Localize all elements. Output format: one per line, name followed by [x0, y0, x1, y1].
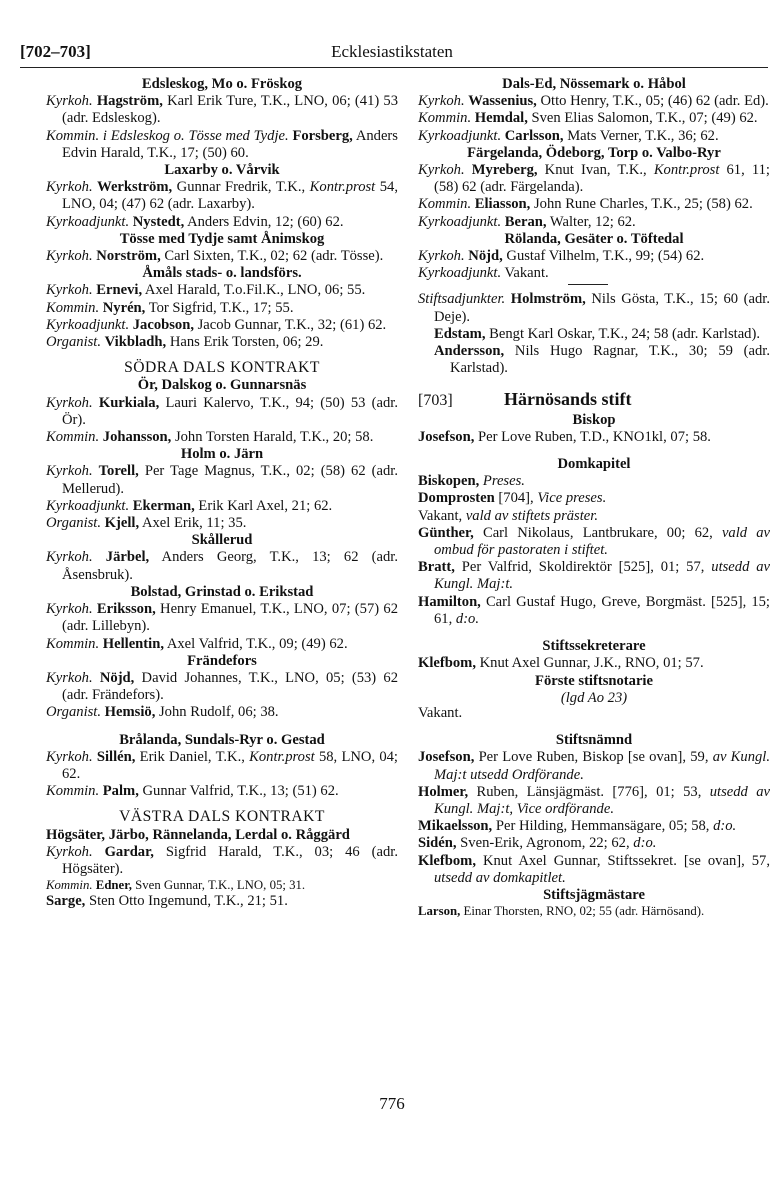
parish-heading: Brålanda, Sundals-Ryr o. Gestad	[119, 731, 325, 748]
entry: Kommin. Hellentin, Axel Valfrid, T.K., 09; (49) 62.	[46, 635, 348, 652]
entry: Kyrkoh. Torell, Per Tage Magnus, T.K., 02; (58) 62 (adr. Mellerud).	[46, 463, 398, 497]
section-heading: VÄSTRA DALS KONTRAKT	[119, 808, 325, 826]
entry: Stiftsadjunkter. Holmström, Nils Gösta, T.K., 15; 60 (adr. Deje).	[418, 291, 770, 325]
entry: Vakant, vald av stiftets präster.	[418, 507, 598, 524]
left-column	[46, 76, 398, 910]
entry: Kommin. Palm, Gunnar Valfrid, T.K., 13; (51) 62.	[46, 783, 339, 800]
entry: Kyrkoadjunkt. Jacobson, Jacob Gunnar, T.K., 32; (61) 62.	[46, 316, 387, 333]
entry: Hamilton, Carl Gustaf Hugo, Greve, Borgmäst. [525], 15; 61, d:o.	[418, 593, 770, 627]
entry: Andersson, Nils Hugo Ragnar, T.K., 30; 59 (adr. Karlstad).	[434, 343, 770, 377]
right-column	[418, 76, 770, 919]
entry: Kyrkoadjunkt. Ekerman, Erik Karl Axel, 21; 62.	[46, 497, 333, 514]
office-heading: Stiftsjägmästare	[543, 886, 645, 903]
entry: Vakant.	[418, 704, 463, 721]
parish-heading: Åmåls stads- o. landsförs.	[142, 265, 302, 282]
entry: Kommin. Nyrén, Tor Sigfrid, T.K., 17; 55.	[46, 299, 294, 316]
entry: Kyrkoh. Wassenius, Otto Henry, T.K., 05; (46) 62 (adr. Ed).	[418, 93, 769, 110]
entry: Bratt, Per Valfrid, Skoldirektör [525], 01; 57, utsedd av Kungl. Maj:t.	[418, 559, 771, 593]
page-range: [702–703]	[20, 42, 91, 61]
office-heading: Stiftssekreterare	[542, 638, 646, 655]
page-number: 776	[379, 1094, 405, 1113]
entry: Klefbom, Knut Axel Gunnar, J.K., RNO, 01; 57.	[418, 655, 704, 672]
office-heading: Domkapitel	[557, 456, 631, 473]
entry: Mikaelsson, Per Hilding, Hemmansägare, 05; 58, d:o.	[418, 818, 737, 835]
office-heading: Stiftsnämnd	[555, 732, 633, 749]
entry: Kyrkoadjunkt. Beran, Walter, 12; 62.	[418, 213, 636, 230]
entry: Kyrkoh. Hagström, Karl Erik Ture, T.K., LNO, 06; (41) 53 (adr. Edsleskog).	[46, 93, 398, 127]
entry: Kyrkoadjunkt. Carlsson, Mats Verner, T.K., 36; 62.	[418, 127, 719, 144]
parish-heading: Tösse med Tydje samt Ånimskog	[119, 230, 325, 247]
entry: Sidén, Sven-Erik, Agronom, 22; 62, d:o.	[418, 835, 657, 852]
office-subheading: (lgd Ao 23)	[560, 689, 628, 706]
entry: Sarge, Sten Otto Ingemund, T.K., 21; 51.	[46, 893, 288, 910]
entry: Kyrkoh. Kurkiala, Lauri Kalervo, T.K., 94; (50) 53 (adr. Ör).	[46, 394, 398, 428]
entry: Kyrkoadjunkt. Vakant.	[418, 265, 549, 282]
office-heading: Biskop	[572, 411, 616, 428]
entry: Organist. Vikbladh, Hans Erik Torsten, 06; 29.	[46, 334, 324, 351]
entry: Kyrkoh. Ernevi, Axel Harald, T.o.Fil.K., LNO, 06; 55.	[46, 282, 366, 299]
entry: Kyrkoh. Sillén, Erik Daniel, T.K., Kontr.prost 58, LNO, 04; 62.	[46, 748, 398, 782]
section-heading: SÖDRA DALS KONTRAKT	[124, 359, 320, 377]
running-title: Ecklesiastikstaten	[331, 42, 453, 61]
entry: Kyrkoh. Gardar, Sigfrid Harald, T.K., 03; 46 (adr. Högsäter).	[46, 843, 398, 877]
entry: Kyrkoh. Järbel, Anders Georg, T.K., 13; 62 (adr. Åsensbruk).	[46, 549, 398, 583]
stift-heading	[418, 391, 770, 409]
parish-heading: Frändefors	[187, 652, 257, 669]
stift-number: [703]	[418, 392, 453, 410]
entry: Kyrkoh. Eriksson, Henry Emanuel, T.K., LNO, 07; (57) 62 (adr. Lillebyn).	[46, 601, 398, 635]
office-heading: Förste stiftsnotarie	[535, 672, 653, 689]
entry: Domprosten [704], Vice preses.	[418, 490, 607, 507]
entry: Kommin. Edner, Sven Gunnar, T.K., LNO, 05; 31.	[46, 878, 306, 893]
entry: Kommin. Johansson, John Torsten Harald, T.K., 20; 58.	[46, 429, 374, 446]
parish-heading: Holm o. Järn	[180, 446, 264, 463]
stift-title: Härnösands stift	[504, 389, 632, 410]
entry: Kommin. i Edsleskog o. Tösse med Tydje. Forsberg, Anders Edvin Harald, T.K., 17; (50) 60.	[46, 127, 398, 161]
parish-heading: Färgelanda, Ödeborg, Torp o. Valbo-Ryr	[467, 144, 721, 161]
entry: Kommin. Eliasson, John Rune Charles, T.K., 25; (58) 62.	[418, 196, 753, 213]
section-rule	[568, 284, 608, 285]
entry: Biskopen, Preses.	[418, 473, 525, 490]
entry: Kyrkoadjunkt. Nystedt, Anders Edvin, 12; (60) 62.	[46, 213, 344, 230]
entry: Holmer, Ruben, Länsjägmäst. [776], 01; 53, utsedd av Kungl. Maj:t, Vice ordförande.	[418, 783, 770, 817]
entry: Kyrkoh. Norström, Carl Sixten, T.K., 02; 62 (adr. Tösse).	[46, 248, 384, 265]
parish-heading: Högsäter, Järbo, Rännelanda, Lerdal o. Råggärd	[46, 826, 350, 843]
entry: Klefbom, Knut Axel Gunnar, Stiftssekret. [se ovan], 57, utsedd av domkapitlet.	[418, 852, 770, 886]
entry: Organist. Kjell, Axel Erik, 11; 35.	[46, 515, 247, 532]
entry: Günther, Carl Nikolaus, Lantbrukare, 00; 62, vald av ombud för pastoraten i stiftet.	[418, 524, 770, 559]
header-rule	[20, 67, 768, 68]
parish-heading: Dals-Ed, Nössemark o. Håbol	[502, 76, 686, 92]
entry: Josefson, Per Love Ruben, T.D., KNO1kl, 07; 58.	[418, 428, 711, 445]
parish-heading: Laxarby o. Vårvik	[164, 162, 280, 179]
entry: Kommin. Hemdal, Sven Elias Salomon, T.K., 07; (49) 62.	[418, 110, 758, 127]
entry: Larson, Einar Thorsten, RNO, 02; 55 (adr. Härnösand).	[418, 904, 705, 919]
parish-heading: Rölanda, Gesäter o. Töftedal	[504, 230, 684, 247]
entry: Organist. Hemsiö, John Rudolf, 06; 38.	[46, 704, 279, 721]
entry: Josefson, Per Love Ruben, Biskop [se ovan], 59, av Kungl. Maj:t utsedd Ordförande.	[418, 749, 770, 783]
parish-heading: Skållerud	[191, 532, 253, 549]
entry: Edstam, Bengt Karl Oskar, T.K., 24; 58 (adr. Karlstad).	[434, 325, 760, 342]
parish-heading: Ör, Dalskog o. Gunnarsnäs	[137, 377, 307, 394]
entry: Kyrkoh. Nöjd, Gustaf Vilhelm, T.K., 99; (54) 62.	[418, 248, 705, 265]
entry: Kyrkoh. Myreberg, Knut Ivan, T.K., Kontr.prost 61, 11; (58) 62 (adr. Färgelanda).	[418, 162, 770, 196]
entry: Kyrkoh. Nöjd, David Johannes, T.K., LNO, 05; (53) 62 (adr. Frändefors).	[46, 669, 398, 704]
parish-heading: Bolstad, Grinstad o. Erikstad	[130, 583, 314, 600]
parish-heading: Edsleskog, Mo o. Fröskog	[141, 76, 303, 92]
entry: Kyrkoh. Werkström, Gunnar Fredrik, T.K., Kontr.prost 54, LNO, 04; (47) 62 (adr. Laxarby).	[46, 179, 398, 213]
